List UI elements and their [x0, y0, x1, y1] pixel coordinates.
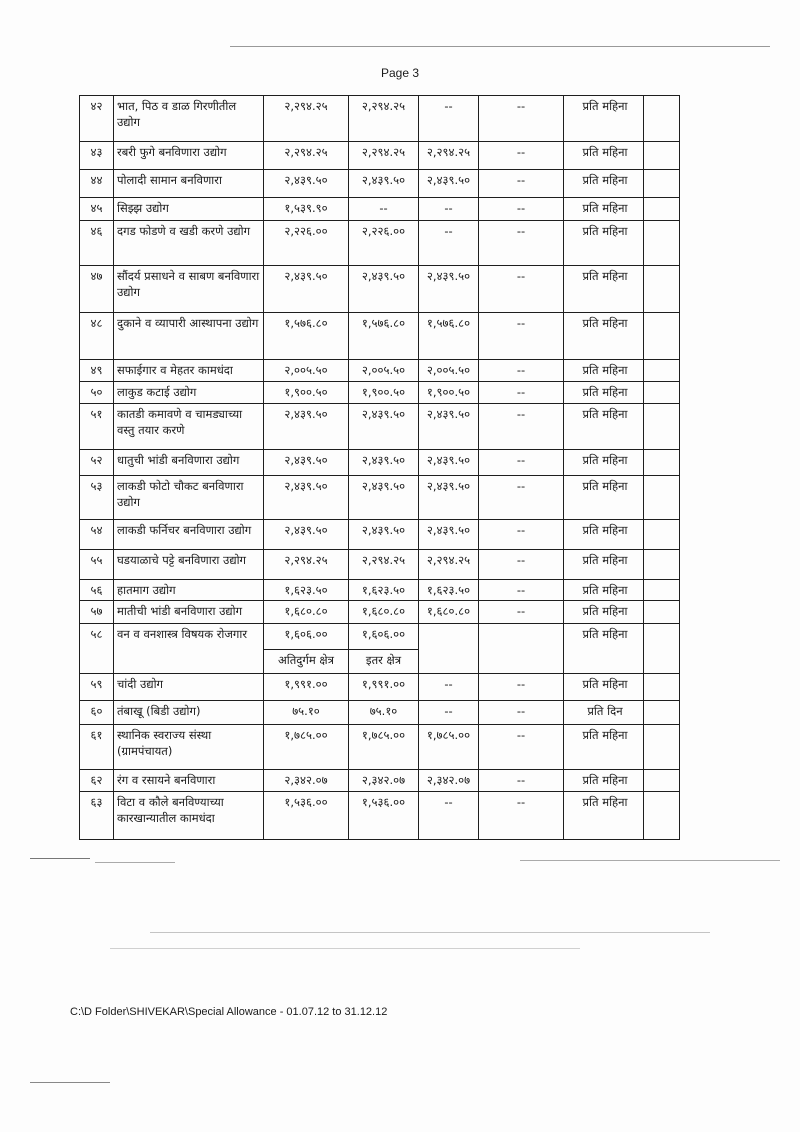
blank-cell: [644, 601, 680, 624]
blank-cell: [644, 580, 680, 601]
rate-3: --: [419, 198, 479, 221]
frequency: प्रति महिना: [564, 674, 644, 701]
rate-4: --: [479, 360, 564, 382]
rate-4: --: [479, 520, 564, 550]
frequency: प्रति महिना: [564, 550, 644, 580]
rate-1: १,५३९.९०: [264, 198, 349, 221]
rate-3: २,२९४.२५: [419, 550, 479, 580]
rate-2: २,२९४.२५: [349, 96, 419, 142]
scan-artifact-line: [30, 1082, 110, 1083]
rate-1: २,२९४.२५: [264, 142, 349, 170]
row-number: ४२: [80, 96, 114, 142]
rate-1: २,४३९.५०: [264, 404, 349, 450]
rate-4: --: [479, 221, 564, 266]
frequency: प्रति महिना: [564, 198, 644, 221]
blank-cell: [644, 221, 680, 266]
rate-2: २,४३९.५०: [349, 170, 419, 198]
rate-4: --: [479, 601, 564, 624]
rate-2: २,४३९.५०: [349, 266, 419, 313]
rate-4: --: [479, 725, 564, 770]
blank-cell: [644, 701, 680, 725]
row-number: ५८: [80, 624, 114, 674]
table-row: [80, 142, 680, 170]
blank-cell: [644, 624, 680, 674]
rate-2: २,२२६.००: [349, 221, 419, 266]
rate-2: १,६८०.८०: [349, 601, 419, 624]
frequency: प्रति महिना: [564, 360, 644, 382]
rate-3: २,४३९.५०: [419, 520, 479, 550]
row-number: ५२: [80, 450, 114, 476]
table-row: [80, 674, 680, 701]
industry-name: दगड फोडणे व खडी करणे उद्योग: [114, 221, 264, 266]
blank-cell: [644, 770, 680, 792]
rate-4: --: [479, 313, 564, 360]
rate-2: १,७८५.००: [349, 725, 419, 770]
row-number: ४६: [80, 221, 114, 266]
table-row: [80, 601, 680, 624]
blank-cell: [644, 142, 680, 170]
rate-1: २,२९४.२५: [264, 550, 349, 580]
table-row: [80, 266, 680, 313]
rate-1: २,२९४.२५: [264, 96, 349, 142]
blank-cell: [644, 382, 680, 404]
rate-4: --: [479, 701, 564, 725]
frequency: प्रति महिना: [564, 520, 644, 550]
table-row: [80, 770, 680, 792]
rate-3: २,४३९.५०: [419, 170, 479, 198]
blank-cell: [644, 450, 680, 476]
rate-4: --: [479, 142, 564, 170]
rate-1: १,६२३.५०: [264, 580, 349, 601]
scan-artifact-line: [95, 862, 175, 863]
blank-cell: [644, 360, 680, 382]
table-row: [80, 360, 680, 382]
rate-4: --: [479, 450, 564, 476]
frequency: प्रति महिना: [564, 266, 644, 313]
row-number: ६१: [80, 725, 114, 770]
rate-4: --: [479, 792, 564, 840]
frequency: प्रति दिन: [564, 701, 644, 725]
rate-2: २,४३९.५०: [349, 404, 419, 450]
blank-cell: [644, 725, 680, 770]
rate-3: १,५७६.८०: [419, 313, 479, 360]
rate-4: --: [479, 674, 564, 701]
table-row: [80, 476, 680, 520]
rate-4: --: [479, 96, 564, 142]
rate-3: २,४३९.५०: [419, 266, 479, 313]
rate-1: २,२२६.००: [264, 221, 349, 266]
row-number: ६२: [80, 770, 114, 792]
industry-name: पोलादी सामान बनविणारा: [114, 170, 264, 198]
rate-1: १,७८५.००: [264, 725, 349, 770]
rate-2: २,२९४.२५: [349, 142, 419, 170]
rate-3: [419, 624, 479, 674]
table-row: [80, 624, 680, 650]
row-number: ५४: [80, 520, 114, 550]
industry-name: भात, पिठ व डाळ गिरणीतील उद्योग: [114, 96, 264, 142]
blank-cell: [644, 476, 680, 520]
blank-cell: [644, 266, 680, 313]
industry-name: कातडी कमावणे व चामड्याच्या वस्तु तयार करणे: [114, 404, 264, 450]
page-number: Page 3: [380, 66, 420, 80]
industry-name: मातीची भांडी बनविणारा उद्योग: [114, 601, 264, 624]
frequency: प्रति महिना: [564, 450, 644, 476]
rate-1: १,५३६.००: [264, 792, 349, 840]
industry-name: लाकुड कटाई उद्योग: [114, 382, 264, 404]
row-number: ५५: [80, 550, 114, 580]
rate-1: ७५.१०: [264, 701, 349, 725]
row-number: ६३: [80, 792, 114, 840]
scan-artifact-line: [110, 948, 580, 949]
frequency: प्रति महिना: [564, 404, 644, 450]
scan-artifact-line: [150, 932, 710, 933]
rate-2: १,९००.५०: [349, 382, 419, 404]
rate-2: १,५७६.८०: [349, 313, 419, 360]
industry-name: धातुची भांडी बनविणारा उद्योग: [114, 450, 264, 476]
rate-1: १,६०६.००: [264, 624, 349, 650]
industry-name: चांदी उद्योग: [114, 674, 264, 701]
blank-cell: [644, 674, 680, 701]
table-row: [80, 198, 680, 221]
table-row: [80, 550, 680, 580]
rate-3: २,२९४.२५: [419, 142, 479, 170]
rate-2: --: [349, 198, 419, 221]
rate-3: २,३४२.०७: [419, 770, 479, 792]
frequency: प्रति महिना: [564, 476, 644, 520]
rate-1: १,९००.५०: [264, 382, 349, 404]
industry-name: सौंदर्य प्रसाधने व साबण बनविणारा उद्योग: [114, 266, 264, 313]
rate-3: --: [419, 792, 479, 840]
table-row: [80, 382, 680, 404]
rate-1: २,४३९.५०: [264, 266, 349, 313]
rate-1: १,५७६.८०: [264, 313, 349, 360]
rate-3: २,४३९.५०: [419, 476, 479, 520]
row-number: ५१: [80, 404, 114, 450]
blank-cell: [644, 198, 680, 221]
industry-name: वन व वनशास्त्र विषयक रोजगार: [114, 624, 264, 674]
industry-name: स्थानिक स्वराज्य संस्था (ग्रामपंचायत): [114, 725, 264, 770]
table-row: [80, 313, 680, 360]
industry-name: हातमाग उद्योग: [114, 580, 264, 601]
rate-4: [479, 624, 564, 674]
rate-1: १,९९१.००: [264, 674, 349, 701]
rate-3: २,४३९.५०: [419, 450, 479, 476]
table-row: [80, 701, 680, 725]
frequency: प्रति महिना: [564, 221, 644, 266]
blank-cell: [644, 520, 680, 550]
rate-1: १,६८०.८०: [264, 601, 349, 624]
blank-cell: [644, 96, 680, 142]
table-row: [80, 96, 680, 142]
rate-2: २,४३९.५०: [349, 476, 419, 520]
rate-1: २,३४२.०७: [264, 770, 349, 792]
allowance-table: [79, 95, 680, 840]
scan-artifact-line: [520, 860, 780, 861]
rate-2: १,६२३.५०: [349, 580, 419, 601]
rate-3: २,४३९.५०: [419, 404, 479, 450]
rate-4: --: [479, 170, 564, 198]
industry-name: घडयाळाचे पट्टे बनविणारा उद्योग: [114, 550, 264, 580]
industry-name: सफाईगार व मेहतर कामधंदा: [114, 360, 264, 382]
row-number: ६०: [80, 701, 114, 725]
row-number: ४९: [80, 360, 114, 382]
rate-3: --: [419, 221, 479, 266]
frequency: प्रति महिना: [564, 142, 644, 170]
frequency: प्रति महिना: [564, 725, 644, 770]
frequency: प्रति महिना: [564, 170, 644, 198]
rate-2: १,६०६.००: [349, 624, 419, 650]
row-number: ४७: [80, 266, 114, 313]
frequency: प्रति महिना: [564, 96, 644, 142]
row-number: ४३: [80, 142, 114, 170]
row-number: ४४: [80, 170, 114, 198]
rate-4: --: [479, 580, 564, 601]
rate-2: २,२९४.२५: [349, 550, 419, 580]
frequency: प्रति महिना: [564, 580, 644, 601]
scan-artifact-line: [230, 46, 770, 47]
industry-name: लाकडी फोटो चौकट बनविणारा उद्योग: [114, 476, 264, 520]
row-number: ५७: [80, 601, 114, 624]
rate-3: १,७८५.००: [419, 725, 479, 770]
industry-name: सिझ्झ उद्योग: [114, 198, 264, 221]
rate-2: २,००५.५०: [349, 360, 419, 382]
scan-artifact-line: [30, 858, 90, 859]
industry-name: विटा व कौले बनविण्याच्या कारखान्यातील कामधंदा: [114, 792, 264, 840]
table-row: [80, 520, 680, 550]
rate-2: २,४३९.५०: [349, 520, 419, 550]
frequency: प्रति महिना: [564, 601, 644, 624]
table-row: [80, 221, 680, 266]
rate-3: --: [419, 701, 479, 725]
industry-name: रबरी फुगे बनविणारा उद्योग: [114, 142, 264, 170]
blank-cell: [644, 792, 680, 840]
blank-cell: [644, 313, 680, 360]
rate-1: २,४३९.५०: [264, 170, 349, 198]
rate-4: --: [479, 476, 564, 520]
row-number: ४८: [80, 313, 114, 360]
table-row: [80, 170, 680, 198]
rate-3: १,९००.५०: [419, 382, 479, 404]
allowance-table-container: [79, 95, 680, 840]
table-row: [80, 725, 680, 770]
footer-file-path: C:\D Folder\SHIVEKAR\Special Allowance - 01.07.12 to 31.12.12: [70, 1006, 388, 1018]
row-number: ५३: [80, 476, 114, 520]
blank-cell: [644, 550, 680, 580]
table-row: [80, 792, 680, 840]
table-row: [80, 580, 680, 601]
industry-name: तंबाखू (बिडी उद्योग): [114, 701, 264, 725]
rate-4: --: [479, 404, 564, 450]
row-number: ५०: [80, 382, 114, 404]
rate-2: १,९९१.००: [349, 674, 419, 701]
frequency: प्रति महिना: [564, 792, 644, 840]
frequency: प्रति महिना: [564, 382, 644, 404]
rate-1: २,४३९.५०: [264, 520, 349, 550]
table-row: [80, 450, 680, 476]
row-number: ५९: [80, 674, 114, 701]
rate-3: १,६८०.८०: [419, 601, 479, 624]
industry-name: लाकडी फर्निचर बनविणारा उद्योग: [114, 520, 264, 550]
table-row: [80, 404, 680, 450]
rate-4: --: [479, 266, 564, 313]
industry-name: रंग व रसायने बनविणारा: [114, 770, 264, 792]
rate-4: --: [479, 382, 564, 404]
rate-2: १,५३६.००: [349, 792, 419, 840]
row-number: ४५: [80, 198, 114, 221]
rate-3: १,६२३.५०: [419, 580, 479, 601]
rate-2: ७५.१०: [349, 701, 419, 725]
row-number: ५६: [80, 580, 114, 601]
frequency: प्रति महिना: [564, 624, 644, 674]
rate-4: --: [479, 550, 564, 580]
other-area-label: इतर क्षेत्र: [349, 650, 419, 674]
rate-1: २,४३९.५०: [264, 476, 349, 520]
blank-cell: [644, 170, 680, 198]
rate-4: --: [479, 198, 564, 221]
rate-3: --: [419, 96, 479, 142]
blank-cell: [644, 404, 680, 450]
industry-name: दुकाने व व्यापारी आस्थापना उद्योग: [114, 313, 264, 360]
rate-3: --: [419, 674, 479, 701]
rate-1: २,४३९.५०: [264, 450, 349, 476]
rate-4: --: [479, 770, 564, 792]
frequency: प्रति महिना: [564, 313, 644, 360]
rate-3: २,००५.५०: [419, 360, 479, 382]
rate-2: २,४३९.५०: [349, 450, 419, 476]
rate-2: २,३४२.०७: [349, 770, 419, 792]
frequency: प्रति महिना: [564, 770, 644, 792]
rate-1: २,००५.५०: [264, 360, 349, 382]
remote-area-label: अतिदुर्गम क्षेत्र: [264, 650, 349, 674]
